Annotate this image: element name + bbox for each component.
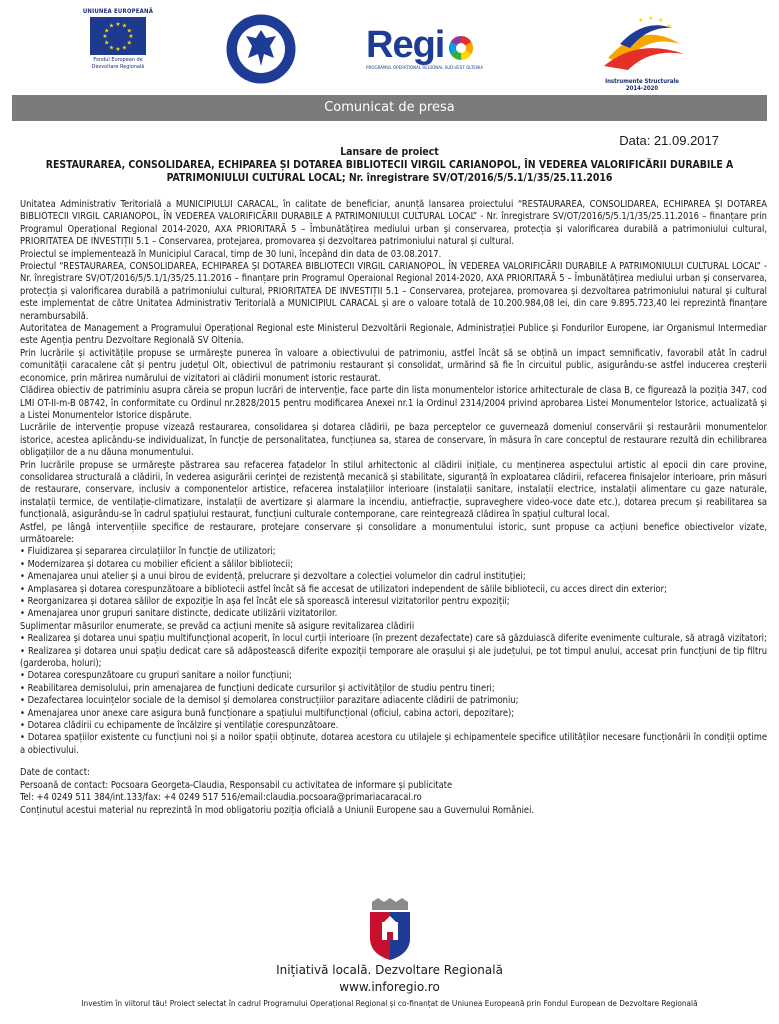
disclaimer: Conținutul acestui material nu reprezintă în mod obligatoriu poziția oficială a Uniunii Europene sau a Guvernului României. — [20, 804, 535, 816]
svg-text:★: ★ — [104, 27, 110, 35]
project-launch-label: Lansare de proiect — [340, 146, 439, 158]
list-item: • Amenajarea unor anexe care asigura bună funcționare a spațiului multifuncțional (oficiul, cabina actori, depozitare); — [20, 707, 515, 719]
paragraph-benefits-intro: Astfel, pe lângă intervențiile specifice de restaurare, protejare conservare și consolidare a monumentului istoric, sunt propuse ca acțiuni benefice obiectivelor vizate, următoarele: — [20, 521, 767, 545]
svg-text:★: ★ — [108, 22, 115, 30]
logo-header — [0, 0, 779, 94]
svg-text:★: ★ — [666, 23, 672, 30]
footer-slogan: Inițiativă locală. Dezvoltare Regională — [276, 963, 503, 977]
svg-text:★: ★ — [115, 21, 121, 28]
list-item: • Reorganizarea și dotarea sălilor de expoziție în așa fel încât ele să sporească interesul vizitatorilor pentru expoziții; — [20, 596, 510, 607]
footer-website-link[interactable]: www.inforegio.ro — [339, 980, 440, 994]
eu-stars-icon — [90, 17, 146, 55]
press-release-body — [20, 199, 767, 817]
list-item: • Amplasarea și dotarea corespunzătoare a bibliotecii astfel încât să fie accesat de utilizatori independent de sălile bibliotecii, cu acces direct din exterior; — [20, 583, 667, 595]
paragraph-intro: Unitatea Administrativ Teritorială a MUNICIPIULUI CARACAL, în calitate de beneficiar, anunță lansarea proiectului “RESTAURAREA, CONSOLIDAREA, ECHIPAREA ȘI DOTAREA BIBLIOTECII VIRGIL CARIANOPOL, ÎN VEDEREA VALORIFICĂRII DURABILE A PATRIMONIULUI CULTURAL LOCAL” - Nr. înregistrare SV/OT/2016/5/5.1/1/35/25.11.2016 – finanțare prin Programul Operațional Regional 2014-2020, AXA PRIORITARĂ 5 – Îmbunătățirea mediului urban și conservarea, protecția și valorificarea durabilă a patrimoniului cultural, PRIORITATEA DE INVESTIȚII 5.1 – Conservarea, protejarea, promovarea și dezvoltarea patrimoniului natural și cultural. — [20, 199, 767, 248]
footer-funding-note: Investim în viitorul tău! Proiect selectat în cadrul Programului Operațional Regional și co-finanțat de Uniunea Europeană prin Fondul European de Dezvoltare Regională — [81, 998, 698, 1008]
paragraph-management-authority: Autoritatea de Management a Programului Operațional Regional este Ministerul Dezvoltării Regionale, Administrației Publice și Fondurilor Europene, iar Organismul Intermediar este Agenția pentru Dezvoltare Regională SV Oltenia. — [20, 323, 767, 347]
list-item: • Reabilitarea demisolului, prin amenajarea de funcțiuni dedicate cursurilor și activităților de studiu pentru tineri; — [20, 682, 495, 694]
regio-logo — [366, 26, 516, 71]
eu-logo-title: UNIUNEA EUROPEANĂ — [82, 8, 154, 15]
svg-text:★: ★ — [126, 27, 132, 35]
eu-logo-caption: Fondul European de Dezvoltare Regională — [91, 57, 145, 70]
contact-heading: Date de contact: — [20, 767, 90, 779]
svg-text:★: ★ — [658, 17, 664, 24]
svg-text:★: ★ — [121, 44, 128, 52]
structural-instruments-period: 2014-2020 — [625, 85, 659, 92]
list-item: • Realizarea și dotarea unui spațiu multifuncțional acoperit, în locul curții interioare (în prezent dezafectate) care să găzduiască diferite evenimente culturale, să atragă vizitatori; — [20, 633, 767, 645]
project-title: RESTAURAREA, CONSOLIDAREA, ECHIPAREA ȘI DOTAREA BIBLIOTECII VIRGIL CARIANOPOL, ÎN VEDEREA VALORIFICĂRII DURABILE A PATRIMONIULUI CULTURAL LOCAL; Nr. înregistrare SV/OT/2016/5/5.1/1/35/25.11.2016 — [45, 159, 734, 184]
benefits-list — [20, 546, 767, 620]
svg-text:★: ★ — [638, 17, 644, 24]
list-item: • Realizarea și dotarea unui spațiu dedicat care să adăpostească diferite expoziții temporare ale orașului și ale județului, pe tot timpul anului, accesat prin funcțiuni de tip filtru (garderoba, holuri); — [20, 645, 767, 670]
regio-color-wheel-icon — [449, 36, 473, 60]
eu-logo — [80, 8, 156, 71]
svg-text:★: ★ — [648, 15, 654, 22]
list-item: • Dotarea clădirii cu echipamente de încălzire și ventilație corespunzătoare. — [20, 720, 339, 732]
regio-wordmark: Regi — [366, 24, 445, 66]
coat-of-arms-icon — [364, 898, 416, 962]
svg-text:★: ★ — [128, 33, 134, 40]
svg-text:★: ★ — [126, 39, 132, 47]
press-release-banner: Comunicat de presa — [12, 95, 767, 121]
structural-instruments-icon — [594, 14, 690, 72]
list-item: • Dotarea corespunzătoare cu grupuri sanitare a noilor funcțiuni; — [20, 670, 292, 682]
list-item: • Fluidizarea și separarea circulațiilor în funcție de utilizatori; — [20, 546, 276, 558]
paragraph-interventions: Lucrările de intervenție propuse vizează restaurarea, consolidarea și dotarea clădirii, pe baza perceptelor ce guvernează domeniul conservării și restaurării monumentelor istorice, acestea aplicându-se individualizat, în funcție de personalitatea, funcțiunea sa, starea de conservare, în măsura în care conceptul de restaurare rezultă din echilibrarea obligațiilor de a nu dăuna monumentului. — [20, 422, 767, 459]
contact-phone-email: Tel: +4 0249 511 384/int.133/fax: +4 0249 517 516/email:claudia.pocsoara@primariacaracal.ro — [20, 792, 422, 804]
release-date: Data: 21.09.2017 — [619, 133, 719, 148]
revitalization-list — [20, 633, 767, 757]
structural-instruments-caption — [594, 78, 690, 92]
romanian-eagle-icon — [224, 12, 298, 86]
structural-instruments-logo — [594, 14, 690, 92]
paragraph-supplementary: Suplimentar măsurilor enumerate, se prevăd ca acțiuni menite să asigure revitalizarea clădirii — [20, 620, 415, 632]
government-seal — [224, 12, 298, 86]
list-item: • Dezafectarea locuințelor sociale de la demisol și demolarea construcțiilor parazitare adiacente clădirii de patrimoniu; — [20, 695, 519, 707]
contact-person: Persoană de contact: Pocsoara Georgeta-Claudia, Responsabil cu activitatea de informare și publicitate — [20, 779, 453, 791]
list-item: • Amenajarea unui atelier și a unui birou de evidență, prelucrare și dezvoltare a colecției volumelor din cadrul instituției; — [20, 571, 526, 583]
contact-section — [20, 767, 767, 804]
list-item: • Amenajarea unor grupuri sanitare distincte, dedicate utilizării vizitatorilor. — [20, 608, 338, 620]
list-item: • Modernizarea și dotarea cu mobilier eficient a sălilor bibliotecii; — [20, 558, 294, 570]
paragraph-heritage-building: Clădirea obiectiv de patriminiu asupra căreia se propun lucrări de intervenție, face parte din lista monumentelor istorice arhitecturale de clasa B, ce figurează la poziția 347, cod LMI OT-II-m-B 08742, în conformitate cu Ordinul nr.2828/2015 pentru modificarea Anexei nr.1 la Ordinul 2314/2004 privind aprobarea Listei Monumentelor Istorice, actualizată și a Listei Monumentelor Istorice dispărute. — [20, 385, 767, 421]
eu-flag-icon — [90, 17, 146, 55]
svg-text:★: ★ — [104, 39, 110, 47]
regio-subtitle: PROGRAMUL OPERAȚIONAL REGIONAL SUD-VEST OLTENIA — [366, 66, 483, 71]
svg-text:★: ★ — [102, 33, 108, 40]
paragraph-implementation: Proiectul se implementează în Municipiul Caracal, timp de 30 luni, începând din data de 03.08.2017. — [20, 248, 442, 260]
paragraph-proposed-works: Prin lucrările propuse se urmărește păstrarea sau refacerea fațadelor în stilul arhitectonic al clădirii inițiale, cu menținerea aspectului artistic al epocii din care provine, consolidarea structurală a clădirii, în vederea asigurării cerinței de rezistență mecanică și stabilitate, siguranță în exploatarea clădirii, refacerea finisajelor interioare, prin măsuri de restaurare, conservare, inclusiv a componentelor artistice, refacerea instalațiilor interioare (instalații sanitare, instalații electrice, instalații alimentare cu gaze naturale, instalații termice, de ventilație-climatizare, instalații de avertizare și alarmare la incendiu, antiefracție, supraveghere video-voce date etc.), dotarea precum și reabilitarea sa funcțională, asigurându-se în cadrul spațiului restaurat, funcțiuni culturale contemporane, care reintegrează clădirea în spațiul cultural local. — [20, 459, 767, 521]
caracal-coat-of-arms — [364, 898, 416, 962]
list-item: • Dotarea spațiilor existente cu funcțiuni noi și a noilor spații obținute, dotarea acestora cu utilajele și echipamentele specifice utilităților necesare funcționării în condiții optime a obiectivului. — [20, 732, 767, 756]
structural-instruments-label: Instrumente Structurale — [605, 78, 679, 85]
paragraph-project-value: Proiectul “RESTAURAREA, CONSOLIDAREA, ECHIPAREA ȘI DOTAREA BIBLIOTECII VIRGIL CARIANOPOL, ÎN VEDEREA VALORIFICĂRII DURABILE A PATRIMONIULUI CULTURAL LOCAL” - Nr. înregistrare SV/OT/2016/5/5.1/1/35/25.11.2016 – finanțare prin Programul Operaional Regional 2014-2020, AXA PRIORITARĂ 5 – Îmbunătățirea mediului urban și conservarea, protecția și valorificarea durabilă a patrimoniului cultural, PRIORITATEA DE INVESTIȚII 5.1 – Conservarea, protejarea, promovarea și dezvoltarea patrimoniului natural și cultural este implementat de către Unitatea Administrativ Teritorială a MUNICIPIUL CARACAL și are o valoare totală de 10.200.984,08 lei, din care 9.895.723,40 lei reprezintă finanțare nerambursabilă. — [20, 261, 767, 322]
svg-text:★: ★ — [121, 22, 128, 30]
svg-text:★: ★ — [115, 46, 121, 53]
svg-text:★: ★ — [108, 44, 115, 52]
paragraph-objectives: Prin lucrările și activitățile propuse se urmărește punerea în valoare a obiectivului de patrimoniu, astfel încât să se obțină un impact semnificativ, favorabil atât în cadrul comunității caracalene cât și pentru județul Olt, obiectivul de patrimoniu restaurant și consolidat, urmărind să fie în circuitul public, asigurându-se astfel inducerea creșterii economice, prin mărirea numărului de vizitatori ai clădirii monument istoric restaurat. — [20, 347, 767, 384]
